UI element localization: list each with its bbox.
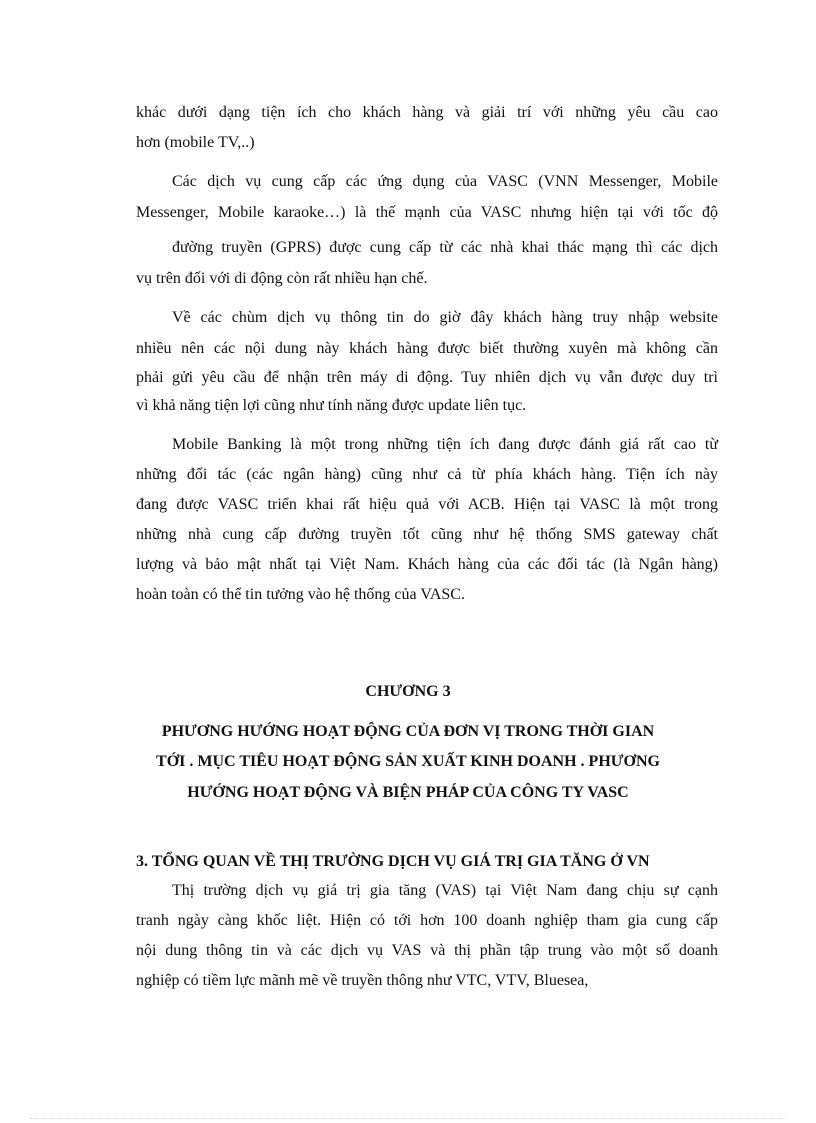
paragraph-line: Các dịch vụ cung cấp các ứng dụng của VASC (VNN Messenger, Mobile (172, 173, 718, 190)
paragraph-line: Messenger, Mobile karaoke…) là thế mạnh của VASC nhưng hiện tại với tốc độ (136, 204, 718, 221)
chapter-title-line: HƯỚNG HOẠT ĐỘNG VÀ BIỆN PHÁP CỦA CÔNG TY VASC (187, 784, 629, 801)
paragraph-line: nhiều nên các nội dung này khách hàng được biết thường xuyên mà không cần (136, 340, 718, 357)
paragraph-line: tranh ngày càng khốc liệt. Hiện có tới hơn 100 doanh nghiệp tham gia cung cấp (136, 912, 718, 929)
page-bottom-divider (30, 1118, 786, 1119)
paragraph-line: nội dung thông tin và các dịch vụ VAS và thị phần tập trung vào một số doanh (136, 942, 718, 959)
paragraph-line: phải gửi yêu cầu để nhận trên máy di động. Tuy nhiên dịch vụ vẫn được duy trì (136, 369, 718, 386)
paragraph-line: nghiệp có tiềm lực mãnh mẽ về truyền thông như VTC, VTV, Bluesea, (136, 972, 589, 989)
chapter-title-line: PHƯƠNG HƯỚNG HOẠT ĐỘNG CỦA ĐƠN VỊ TRONG THỜI GIAN (161, 723, 655, 740)
paragraph-line: đường truyền (GPRS) được cung cấp từ các nhà khai thác mạng thì các dịch (172, 239, 718, 256)
paragraph-line: hơn (mobile TV,..) (136, 134, 255, 151)
paragraph-line: Về các chùm dịch vụ thông tin do giờ đây khách hàng truy nhập website (172, 309, 718, 326)
paragraph-line: vì khả năng tiện lợi cũng như tính năng được update liên tục. (136, 397, 527, 414)
paragraph-line: khác dưới dạng tiện ích cho khách hàng và giải trí với những yêu cầu cao (136, 104, 718, 121)
chapter-number: CHƯƠNG 3 (365, 683, 451, 700)
paragraph-line: Thị trường dịch vụ giá trị gia tăng (VAS) tại Việt Nam đang chịu sự cạnh (172, 882, 718, 899)
paragraph-line: hoàn toàn có thể tin tưởng vào hệ thống của VASC. (136, 586, 465, 603)
paragraph-line: đang được VASC triển khai rất hiệu quả với ACB. Hiện tại VASC là một trong (136, 496, 718, 513)
paragraph-line: những nhà cung cấp đường truyền tốt cũng như hệ thống SMS gateway chất (136, 526, 718, 543)
paragraph-line: vụ trên đối với di động còn rất nhiều hạn chế. (136, 270, 428, 287)
section-heading: 3. TỔNG QUAN VỀ THỊ TRƯỜNG DỊCH VỤ GIÁ TRỊ GIA TĂNG Ở VN (136, 853, 650, 870)
paragraph-line: Mobile Banking là một trong những tiện ích đang được đánh giá rất cao từ (172, 436, 718, 453)
paragraph-line: những đối tác (các ngân hàng) cũng như cả từ phía khách hàng. Tiện ích này (136, 466, 718, 483)
chapter-title-line: TỚI . MỤC TIÊU HOẠT ĐỘNG SẢN XUẤT KINH DOANH . PHƯƠNG (156, 753, 660, 770)
paragraph-line: lượng và bảo mật nhất tại Việt Nam. Khách hàng của các đối tác (là Ngân hàng) (136, 556, 718, 573)
